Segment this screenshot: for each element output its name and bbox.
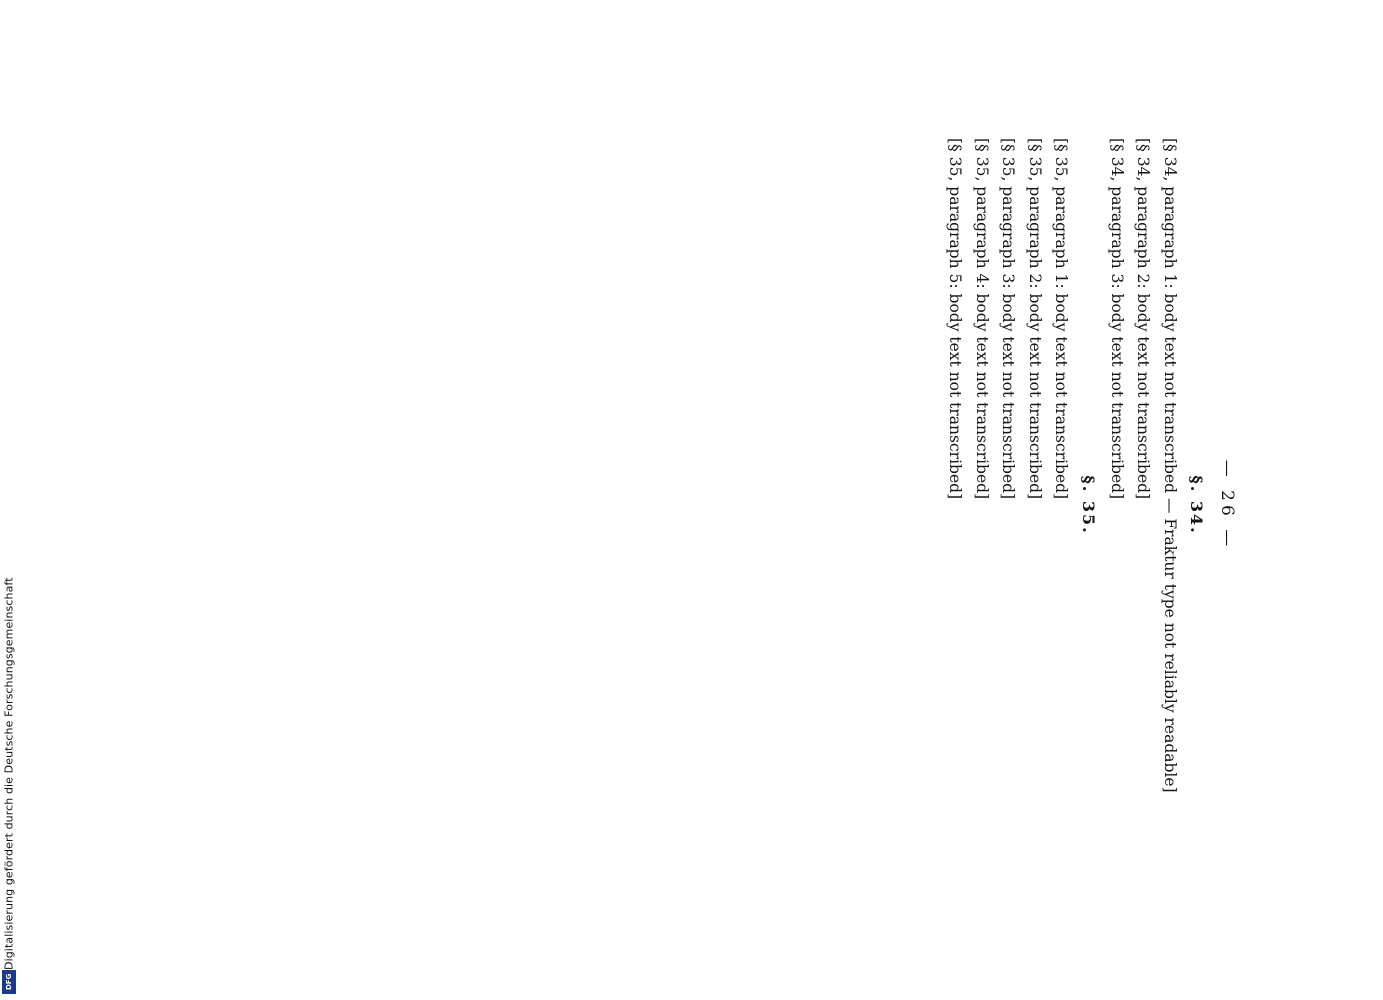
paragraph: [§ 35, paragraph 3: body text not transcribed] [999,138,1018,500]
paragraph: [§ 35, paragraph 5: body text not transcribed] [946,138,965,500]
section-heading-34: §. 34. [1187,475,1207,535]
sidebar [0,0,18,1000]
paragraph: [§ 35, paragraph 1: body text not transcribed] [1052,138,1071,500]
dfg-logo-icon: DFG [2,970,16,994]
page-wrapper [150,110,1240,900]
paragraph: [§ 34, paragraph 3: body text not transcribed] [1107,138,1126,500]
paragraph: [§ 34, paragraph 1: body text not transcribed — Fraktur type not reliably readable] [1160,138,1179,793]
section-heading-35: §. 35. [1079,475,1099,535]
document-page [150,110,1240,900]
paragraph: [§ 35, paragraph 4: body text not transcribed] [972,138,991,500]
paragraph: [§ 35, paragraph 2: body text not transcribed] [1025,138,1044,500]
page-number: — 26 — [1217,459,1237,551]
paragraph: [§ 34, paragraph 2: body text not transcribed] [1134,138,1153,500]
digitization-credit: Digitalisierung gefördert durch die Deutsche Forschungsgemeinschaft [2,577,16,970]
